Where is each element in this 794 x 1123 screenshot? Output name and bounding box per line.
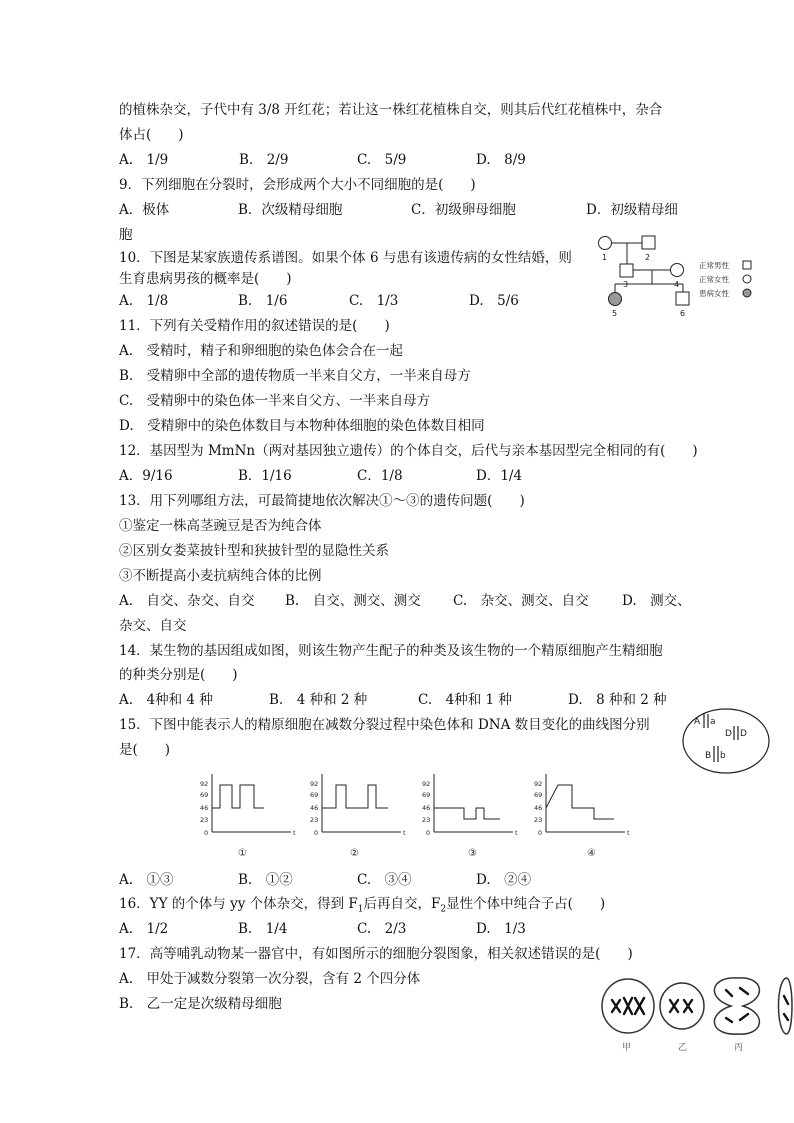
option-d: D. 测交、 bbox=[622, 593, 691, 609]
svg-text:92: 92 bbox=[200, 780, 209, 788]
option-c: C．初级卵母细胞 bbox=[411, 202, 516, 218]
option-a: A. 1/8 bbox=[119, 293, 169, 309]
option-a: A. 1/2 bbox=[119, 921, 169, 937]
q12-stem: 12．基因型为 MmNn（两对基因独立遗传）的个体自交，后代与亲本基因型完全相同的有( ) bbox=[119, 443, 698, 459]
option-b: B. 4 种和 2 种 bbox=[269, 692, 368, 708]
q8-line2: 体占( ) bbox=[119, 127, 184, 143]
option-c: C. 2/3 bbox=[357, 921, 407, 937]
gene-D1: D bbox=[725, 729, 732, 739]
gene-B: B bbox=[705, 751, 712, 761]
svg-text:23: 23 bbox=[534, 816, 543, 824]
graph-4 bbox=[532, 770, 632, 865]
cell-yi bbox=[660, 983, 704, 1029]
svg-text:t: t bbox=[293, 829, 296, 837]
individual-2 bbox=[642, 236, 655, 249]
option-b: B．次级精母细胞 bbox=[238, 202, 343, 218]
svg-text:0: 0 bbox=[204, 829, 209, 837]
svg-text:69: 69 bbox=[310, 791, 319, 799]
q13-stem: 13．用下列哪组方法，可最简捷地依次解决①～③的遗传问题( ) bbox=[119, 493, 525, 509]
option-b: B. 自交、测交、测交 bbox=[285, 593, 421, 609]
q13-item-1: ①鉴定一株高茎豌豆是否为纯合体 bbox=[119, 518, 322, 534]
individual-4 bbox=[671, 264, 684, 277]
q14-line2: 的种类分别是( ) bbox=[119, 667, 238, 683]
option-b: B. 1/6 bbox=[238, 293, 288, 309]
label-5: 5 bbox=[612, 309, 618, 318]
option-a: A. ①③ bbox=[119, 872, 174, 888]
option-b: B．1/16 bbox=[238, 468, 292, 484]
option-d: D．初级精母细 bbox=[586, 202, 678, 218]
q9-stem: 9．下列细胞在分裂时，会形成两个大小不同细胞的是( ) bbox=[119, 177, 476, 193]
label-3: 3 bbox=[623, 280, 629, 289]
graph-3-label: ③ bbox=[468, 848, 477, 859]
label-2: 2 bbox=[645, 253, 651, 262]
legend-affected-female: 患病女性 bbox=[699, 289, 729, 298]
q11-option-c: C. 受精卵中的染色体一半来自父方、一半来自母方 bbox=[119, 393, 431, 409]
graph-2-label: ② bbox=[350, 848, 359, 859]
svg-text:t: t bbox=[627, 829, 630, 837]
q16-stem: 16．YY 的个体与 yy 个体杂交，得到 $F_1$后再自交，$F_2$显性个体中纯合子占( ) bbox=[119, 896, 606, 915]
q9-wrap: 胞 bbox=[119, 227, 133, 243]
option-a: A．极体 bbox=[119, 202, 170, 218]
svg-text:23: 23 bbox=[310, 816, 319, 824]
option-d: D．1/4 bbox=[476, 468, 523, 484]
option-d: D. 8/9 bbox=[476, 152, 526, 168]
q17-option-b: B. 乙一定是次级精母细胞 bbox=[119, 996, 282, 1012]
svg-text:92: 92 bbox=[534, 780, 543, 788]
gene-A: A bbox=[694, 717, 701, 727]
option-c: C. ③④ bbox=[357, 872, 412, 888]
label-6: 6 bbox=[680, 309, 686, 318]
cell-bing bbox=[714, 978, 759, 1034]
q10-line1: 10．下图是某家族遗传系谱图。如果个体 6 与患有该遗传病的女性结婚，则 bbox=[119, 250, 572, 266]
q13-item-2: ②区别女娄菜披针型和狭披针型的显隐性关系 bbox=[119, 543, 389, 559]
q14-line1: 14．某生物的基因组成如图，则该生物产生配子的种类及该生物的一个精原细胞产生精细胞 bbox=[119, 643, 663, 659]
svg-text:46: 46 bbox=[200, 804, 209, 812]
q11-option-b: B. 受精卵中全部的遗传物质一半来自父方，一半来自母方 bbox=[119, 368, 471, 384]
svg-text:69: 69 bbox=[534, 791, 543, 799]
svg-text:t: t bbox=[515, 829, 518, 837]
svg-text:92: 92 bbox=[422, 780, 431, 788]
label-1: 1 bbox=[602, 253, 608, 262]
option-a: A．9/16 bbox=[119, 468, 173, 484]
svg-text:t: t bbox=[403, 829, 406, 837]
option-d: D. 5/6 bbox=[469, 293, 519, 309]
graph-4-label: ④ bbox=[587, 848, 596, 859]
graph-1 bbox=[198, 770, 298, 865]
gene-a: a bbox=[710, 717, 716, 727]
pedigree-figure bbox=[588, 230, 763, 328]
svg-text:0: 0 bbox=[314, 829, 319, 837]
option-b: B. ①② bbox=[238, 872, 293, 888]
graph-3 bbox=[420, 770, 520, 865]
label-bing: 丙 bbox=[734, 1043, 744, 1053]
gene-cell-figure bbox=[680, 706, 772, 776]
gene-D2: D bbox=[740, 729, 747, 739]
label-jia: 甲 bbox=[622, 1043, 632, 1053]
svg-text:46: 46 bbox=[534, 804, 543, 812]
option-c: C. 5/9 bbox=[357, 152, 407, 168]
option-c: C. 4种和 1 种 bbox=[418, 692, 512, 708]
gene-b: b bbox=[720, 751, 726, 761]
option-b: B. 1/4 bbox=[238, 921, 288, 937]
q13-item-3: ③不断提高小麦抗病纯合体的比例 bbox=[119, 568, 322, 584]
option-c: C. 杂交、测交、自交 bbox=[453, 593, 589, 609]
option-d: D. 1/3 bbox=[476, 921, 526, 937]
svg-text:69: 69 bbox=[200, 791, 209, 799]
q10-line2: 生育患病男孩的概率是( ) bbox=[119, 271, 292, 287]
option-a: A. 自交、杂交、自交 bbox=[119, 593, 255, 609]
svg-text:46: 46 bbox=[422, 804, 431, 812]
cell-division-figure bbox=[598, 970, 794, 1053]
graph-2 bbox=[308, 770, 408, 865]
q15-line1: 15．下图中能表示人的精原细胞在减数分裂过程中染色体和 DNA 数目变化的曲线图分别 bbox=[119, 717, 650, 733]
svg-text:0: 0 bbox=[426, 829, 431, 837]
q11-stem: 11．下列有关受精作用的叙述错误的是( ) bbox=[119, 318, 390, 334]
option-c: C. 1/3 bbox=[349, 293, 399, 309]
label-yi: 乙 bbox=[678, 1043, 688, 1053]
svg-text:23: 23 bbox=[200, 816, 209, 824]
option-b: B. 2/9 bbox=[239, 152, 289, 168]
legend-normal-male: 正常男性 bbox=[699, 261, 729, 270]
label-4: 4 bbox=[674, 280, 680, 289]
option-c: C．1/8 bbox=[357, 468, 403, 484]
q11-option-a: A. 受精时，精子和卵细胞的染色体会合在一起 bbox=[119, 343, 404, 359]
option-a: A. 4种和 4 种 bbox=[119, 692, 213, 708]
svg-text:46: 46 bbox=[310, 804, 319, 812]
svg-text:92: 92 bbox=[310, 780, 319, 788]
q11-option-d: D. 受精卵中的染色体数目与本物种体细胞的染色体数目相同 bbox=[119, 418, 485, 434]
q15-line2: 是( ) bbox=[119, 742, 171, 758]
svg-text:69: 69 bbox=[422, 791, 431, 799]
svg-text:23: 23 bbox=[422, 816, 431, 824]
q17-option-a: A. 甲处于减数分裂第一次分裂，含有 2 个四分体 bbox=[119, 971, 421, 987]
option-a: A. 1/9 bbox=[119, 152, 169, 168]
q8-line1: 的植株杂交，子代中有 3/8 开红花；若让这一株红花植株自交，则其后代红花植株中，杂合 bbox=[119, 102, 663, 118]
individual-1 bbox=[599, 237, 612, 250]
individual-5 bbox=[609, 293, 622, 306]
q13-wrap: 杂交、自交 bbox=[119, 618, 187, 634]
graph-1-label: ① bbox=[238, 848, 247, 859]
option-d: D. 8 种和 2 种 bbox=[568, 692, 667, 708]
q17-stem: 17．高等哺乳动物某一器官中，有如图所示的细胞分裂图象，相关叙述错误的是( ) bbox=[119, 946, 633, 962]
legend-normal-female: 正常女性 bbox=[699, 275, 729, 284]
svg-text:0: 0 bbox=[538, 829, 543, 837]
individual-3 bbox=[620, 264, 633, 277]
option-d: D. ②④ bbox=[476, 872, 532, 888]
individual-6 bbox=[676, 292, 689, 305]
